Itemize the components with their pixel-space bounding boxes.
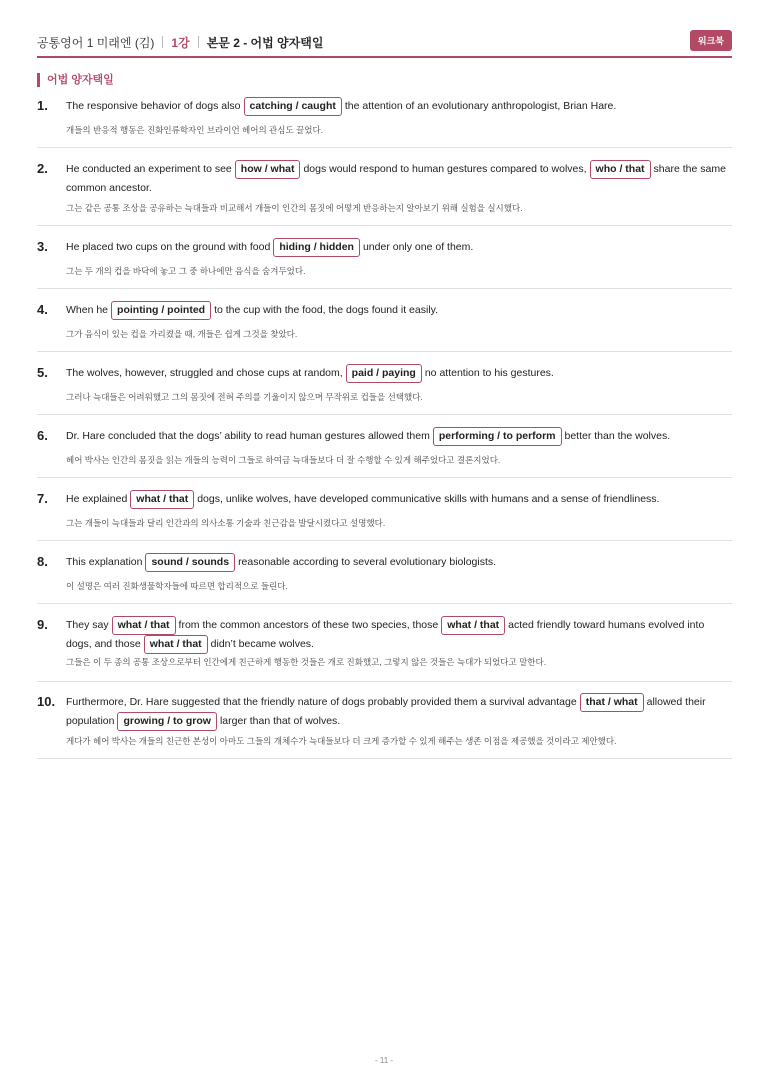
- sentence-text: no attention to his gestures.: [424, 367, 554, 379]
- korean-translation: 헤어 박사는 인간의 몸짓을 읽는 개들의 능력이 그들로 하여금 늑대들보다 더 잘 수행할 수 있게 해주었다고 결론지었다.: [66, 455, 501, 465]
- korean-translation: 그러나 늑대들은 어려워했고 그의 몸짓에 전혀 주의를 기울이지 않으며 무작위로 컵들을 선택했다.: [66, 392, 423, 402]
- question-number: 4.: [37, 302, 48, 317]
- question-9: [37, 616, 732, 682]
- korean-translation: 그가 음식이 있는 컵을 가리켰을 때, 개들은 쉽게 그것을 찾았다.: [66, 329, 298, 339]
- sentence-text: allowed their population: [66, 696, 706, 727]
- sentence-text: They say: [66, 619, 109, 631]
- lesson-label: 1강: [171, 35, 190, 50]
- choice-box[interactable]: hiding / hidden: [273, 238, 360, 257]
- sentence-text: share the same common ancestor.: [66, 163, 726, 194]
- question-sentence: [66, 553, 732, 572]
- question-number: 1.: [37, 98, 48, 113]
- choice-box[interactable]: performing / to perform: [433, 427, 562, 446]
- korean-translation: 그는 두 개의 컵을 바닥에 놓고 그 중 하나에만 음식을 숨겨두었다.: [66, 266, 306, 276]
- question-number: 9.: [37, 617, 48, 632]
- sentence-text: larger than that of wolves.: [219, 715, 341, 727]
- sentence-text: The wolves, however, struggled and chose cups at random,: [66, 367, 343, 379]
- korean-translation: 이 설명은 여러 진화생물학자들에 따르면 합리적으로 들린다.: [66, 581, 288, 591]
- korean-translation: 그들은 이 두 종의 공통 조상으로부터 인간에게 친근하게 행동한 것들은 개로 진화했고, 그렇지 않은 것들은 늑대가 되었다고 말한다.: [66, 657, 547, 667]
- question-2: [37, 160, 732, 226]
- question-sentence: [66, 301, 732, 320]
- question-5: [37, 364, 732, 415]
- page-header: [37, 28, 732, 58]
- question-7: [37, 490, 732, 541]
- sentence-text: the attention of an evolutionary anthropologist, Brian Hare.: [344, 100, 617, 112]
- question-number: 3.: [37, 239, 48, 254]
- choice-box[interactable]: paid / paying: [346, 364, 422, 383]
- page-title: 본문 2 - 어법 양자택일: [206, 35, 324, 50]
- sentence-text: didn’t became wolves.: [210, 638, 314, 650]
- choice-box[interactable]: what / that: [130, 490, 194, 509]
- question-sentence: [66, 160, 732, 198]
- sentence-text: acted friendly toward humans evolved into dogs, and those: [66, 619, 705, 650]
- question-6: [37, 427, 732, 478]
- sentence-text: dogs, unlike wolves, have developed communicative skills with humans and a sense of friendliness.: [197, 493, 660, 505]
- sentence-text: reasonable according to several evolutionary biologists.: [238, 556, 497, 568]
- sentence-text: This explanation: [66, 556, 143, 568]
- choice-box[interactable]: that / what: [580, 693, 644, 712]
- sentence-text: under only one of them.: [362, 241, 474, 253]
- page-number: - 11 -: [374, 1056, 394, 1065]
- sentence-text: When he: [66, 304, 109, 316]
- sentence-text: better than the wolves.: [564, 430, 671, 442]
- sentence-text: He explained: [66, 493, 128, 505]
- question-sentence: [66, 490, 732, 509]
- section-title: 어법 양자택일: [37, 73, 114, 87]
- question-number: 8.: [37, 554, 48, 569]
- choice-box[interactable]: what / that: [441, 616, 505, 635]
- sentence-text: Furthermore, Dr. Hare suggested that the friendly nature of dogs probably provided them a survival advantage: [66, 696, 577, 708]
- choice-box[interactable]: what / that: [112, 616, 176, 635]
- sentence-text: Dr. Hare concluded that the dogs’ ability to read human gestures allowed them: [66, 430, 430, 442]
- korean-translation: 게다가 헤어 박사는 개들의 친근한 본성이 아마도 그들의 개체수가 늑대들보다 더 크게 증가할 수 있게 해주는 생존 이점을 제공했을 것이라고 제안했다.: [66, 736, 617, 746]
- question-3: [37, 238, 732, 289]
- question-8: [37, 553, 732, 604]
- question-sentence: [66, 238, 732, 257]
- sentence-text: He placed two cups on the ground with food: [66, 241, 271, 253]
- question-10: [37, 693, 732, 759]
- question-sentence: [66, 693, 732, 731]
- korean-translation: 개들의 반응적 행동은 진화인류학자인 브라이언 헤어의 관심도 끌었다.: [66, 125, 324, 135]
- sentence-text: He conducted an experiment to see: [66, 163, 232, 175]
- choice-box[interactable]: sound / sounds: [145, 553, 235, 572]
- choice-box[interactable]: what / that: [144, 635, 208, 654]
- question-number: 6.: [37, 428, 48, 443]
- question-sentence: [66, 364, 732, 383]
- workbook-badge: 워크북: [690, 30, 732, 51]
- question-sentence: [66, 97, 732, 116]
- question-1: [37, 97, 732, 148]
- korean-translation: 그는 같은 공통 조상을 공유하는 늑대들과 비교해서 개들이 인간의 몸짓에 어떻게 반응하는지 알아보기 위해 실험을 실시했다.: [66, 203, 523, 213]
- choice-box[interactable]: catching / caught: [244, 97, 342, 116]
- sentence-text: from the common ancestors of these two species, those: [178, 619, 439, 631]
- header-divider: [198, 36, 199, 48]
- choice-box[interactable]: who / that: [590, 160, 651, 179]
- header-divider: [162, 36, 163, 48]
- sentence-text: dogs would respond to human gestures compared to wolves,: [303, 163, 587, 175]
- choice-box[interactable]: pointing / pointed: [111, 301, 211, 320]
- choice-box[interactable]: how / what: [235, 160, 301, 179]
- sentence-text: to the cup with the food, the dogs found it easily.: [214, 304, 439, 316]
- question-number: 2.: [37, 161, 48, 176]
- question-number: 10.: [37, 694, 56, 709]
- question-number: 7.: [37, 491, 48, 506]
- choice-box[interactable]: growing / to grow: [117, 712, 217, 731]
- book-title: 공통영어 1 미래엔 (김): [37, 35, 155, 50]
- question-4: [37, 301, 732, 352]
- question-number: 5.: [37, 365, 48, 380]
- question-sentence: [66, 427, 732, 446]
- question-sentence: [66, 616, 732, 654]
- korean-translation: 그는 개들이 늑대들과 달리 인간과의 의사소통 기술과 친근감을 발달시켰다고 설명했다.: [66, 518, 386, 528]
- sentence-text: The responsive behavior of dogs also: [66, 100, 241, 112]
